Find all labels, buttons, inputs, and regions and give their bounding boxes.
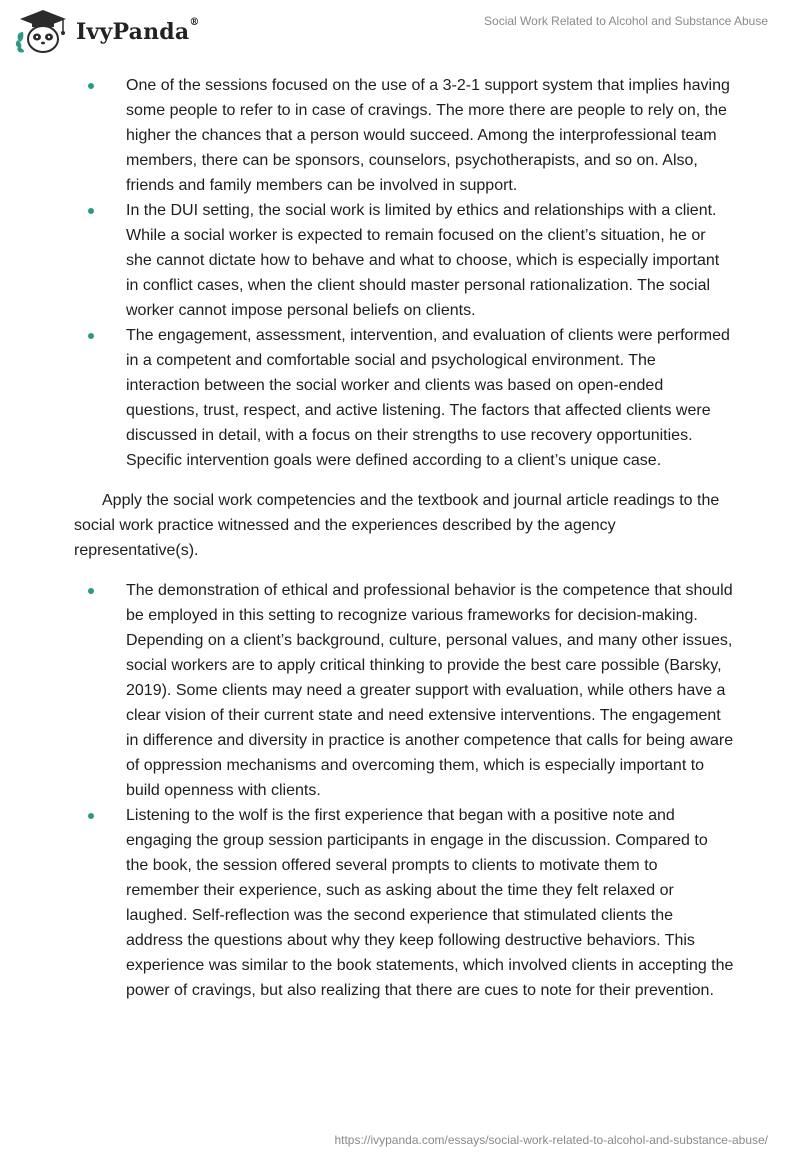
bullet-icon — [88, 208, 94, 214]
list-item-text: In the DUI setting, the social work is limited by ethics and relationships with a client. While a social worker is expected to remain focused on the client’s situation, he or she cannot dictate how to behave and what to choose, which is especially important in conflict cases, when the client should master personal rationalization. The social worker cannot impose personal beliefs on clients. — [126, 202, 720, 319]
list-item — [74, 578, 734, 803]
page-header — [0, 0, 800, 70]
list-item — [74, 323, 734, 473]
brand-name — [76, 19, 200, 45]
list-item-text: One of the sessions focused on the use of a 3-2-1 support system that implies having some people to refer to in case of cravings. The more there are people to rely on, the higher the chances that a person would succeed. Among the interprofessional team members, there can be sponsors, counselors, psychotherapists, and so on. Also, friends and family members can be involved in support. — [126, 77, 730, 194]
bullet-icon — [88, 813, 94, 819]
registered-mark: ® — [189, 17, 200, 28]
list-item-text: The engagement, assessment, intervention, and evaluation of clients were performed in a competent and comfortable social and psychological environment. The interaction between the social worker and clients was based on open-ended questions, trust, respect, and active listening. The factors that affected clients were discussed in detail, with a focus on their strengths to use recovery opportunities. Specific intervention goals were defined according to a client’s unique case. — [126, 327, 730, 469]
list-item-text: Listening to the wolf is the first experience that began with a positive note and engaging the group session participants in engage in the discussion. Compared to the book, the session offered several prompts to clients to motivate them to remember their experience, such as asking about the time they felt relaxed or laughed. Self-reflection was the second experience that stimulated clients the address the questions about why they keep following destructive behaviors. This experience was similar to the book statements, which involved clients in accepting the power of cravings, but also realizing that there are cues to note for their prevention. — [126, 807, 734, 999]
bullet-list-first — [74, 73, 734, 473]
bullet-icon — [88, 83, 94, 89]
list-item — [74, 198, 734, 323]
ivypanda-logo[interactable] — [14, 8, 200, 56]
list-item-text: The demonstration of ethical and professional behavior is the competence that should be employed in this setting to recognize various frameworks for decision-making. Depending on a client’s background, culture, personal values, and many other issues, social workers are to apply critical thinking to provide the best care possible (Barsky, 2019). Some clients may need a greater support with evaluation, while others have a clear vision of their current state and need extensive interventions. The engagement in difference and diversity in practice is another competence that calls for being aware of oppression mechanisms and overcoming them, which is especially important to build openness with clients. — [126, 582, 734, 799]
bullet-icon — [88, 588, 94, 594]
document-title: Social Work Related to Alcohol and Substance Abuse — [484, 14, 768, 28]
bullet-icon — [88, 333, 94, 339]
panda-mascot-icon — [14, 8, 72, 56]
prompt-paragraph: Apply the social work competencies and the textbook and journal article readings to the social work practice witnessed and the experiences described by the agency representative(s). — [74, 492, 720, 559]
list-item — [74, 803, 734, 1003]
list-item — [74, 73, 734, 198]
essay-content — [74, 70, 734, 1003]
brand-text: IvyPanda — [76, 19, 190, 45]
bullet-list-second — [74, 578, 734, 1003]
source-url-link[interactable]: https://ivypanda.com/essays/social-work-related-to-alcohol-and-substance-abuse/ — [334, 1133, 768, 1147]
